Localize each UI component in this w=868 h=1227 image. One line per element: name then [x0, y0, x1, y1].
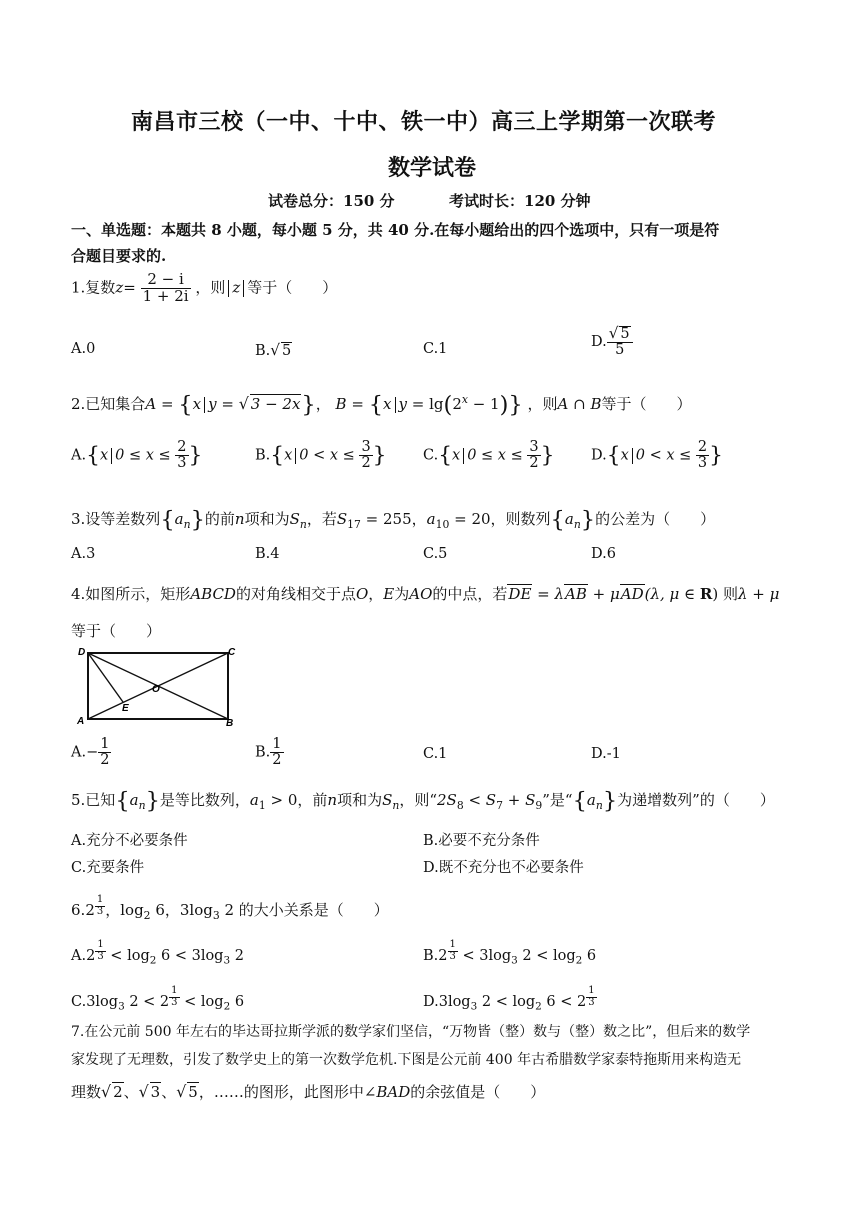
q1-suffix: 等于（ ）	[247, 278, 338, 297]
q4-text-2: 的对角线相交于点	[235, 585, 356, 603]
q1-option-d-radicand: 5	[620, 326, 630, 342]
q7-text-2: ，……的图形，此图形中	[198, 1083, 364, 1101]
frac-num: 1	[100, 736, 110, 752]
q5-n: n	[327, 791, 338, 809]
q2-option-b-var: x	[284, 447, 293, 464]
q6-a-base: 2	[86, 947, 96, 964]
q4-vector-ad: AD	[620, 585, 644, 603]
frac-den: 3	[588, 996, 595, 1008]
q7-sqrt3: 3	[150, 1083, 161, 1101]
q5-a1-sub: 1	[258, 799, 266, 812]
left-brace-icon: {	[550, 507, 565, 533]
q2-set-b-base: 2	[452, 395, 462, 413]
q6-d-exp	[586, 986, 596, 1008]
left-brace-icon: {	[115, 788, 130, 814]
question-7-line2: 家发现了无理数，引发了数学史上的第一次数学危机.下图是公元前 400 年古希腊数学家泰特拖斯用来构造无	[71, 1052, 742, 1068]
q3-an: a	[174, 510, 184, 528]
q6-d-s0: 3	[470, 1000, 478, 1013]
left-brace-icon: {	[606, 443, 621, 469]
question-1	[71, 272, 337, 305]
q4-text-6: = λ	[532, 585, 565, 603]
q6-a-rest1: < log	[105, 947, 150, 964]
right-brace-icon: }	[301, 392, 316, 418]
question-6	[71, 895, 389, 922]
q2-option-d-var: x	[620, 447, 629, 464]
q1-option-b	[255, 341, 292, 359]
q2-set-b-exp: x	[461, 393, 468, 406]
q7-sep1: 、	[123, 1083, 139, 1101]
q4-option-a	[71, 737, 111, 768]
q3-an2-sub: n	[573, 518, 581, 531]
q6-text-4: 2 的大小关系是（ ）	[219, 901, 389, 919]
left-brace-icon: {	[438, 443, 453, 469]
q2-set-a-name: A	[145, 395, 157, 413]
q1-option-d	[591, 326, 633, 358]
frac-num: 1	[449, 939, 456, 950]
q7-sqrt2: 2	[113, 1083, 123, 1101]
q6-b-label: B.	[423, 947, 439, 964]
section-header-line2: 合题目要求的.	[71, 247, 167, 265]
q4-o: O	[355, 585, 369, 603]
abs-bar-left	[228, 280, 229, 297]
frac-den: 2	[100, 752, 110, 769]
left-brace-icon: {	[86, 443, 100, 469]
q6-a-s1: 2	[149, 954, 157, 967]
q5-text-4: 项和为	[337, 791, 383, 809]
q6-option-b	[423, 940, 596, 967]
q6-c-label: C.	[71, 993, 87, 1010]
q2-option-d-label: D.	[591, 447, 607, 464]
q2-option-d	[591, 440, 723, 471]
q6-a-s2: 3	[223, 954, 231, 967]
q7-sqrt5: 5	[188, 1083, 198, 1101]
frac-den: 3	[97, 950, 104, 962]
q6-a-label: A.	[71, 947, 87, 964]
question-7-line3	[71, 1081, 545, 1102]
sqrt-icon: √	[270, 341, 280, 359]
q7-text-1: 理数	[71, 1083, 102, 1101]
q2-option-d-frac	[696, 440, 709, 471]
exam-duration: 考试时长：120 分钟	[449, 192, 591, 210]
q4-text-1: 4.如图所示，矩形	[71, 585, 191, 603]
frac-den: 3	[96, 905, 104, 917]
frac-num: 1	[272, 736, 282, 752]
q6-d-s1: 2	[535, 1000, 542, 1013]
q6-b-s2: 2	[575, 954, 583, 967]
right-brace-icon: }	[508, 392, 523, 418]
q4-option-a-frac	[98, 737, 111, 768]
question-7-line1: 7.在公元前 500 年左右的毕达哥拉斯学派的数学家们坚信，“万物皆（整）数与（整）数之比”，但后来的数学	[71, 1024, 751, 1040]
q5-text-3: > 0，前	[265, 791, 328, 809]
sqrt-icon: √	[176, 1082, 187, 1101]
q5-text-1: 5.已知	[71, 791, 116, 809]
q5-sub9: 9	[535, 799, 543, 812]
q5-an2: a	[586, 791, 596, 809]
q5-text-2: 是等比数列，	[159, 791, 250, 809]
q6-b-base: 2	[438, 947, 448, 964]
right-brace-icon: }	[709, 443, 723, 469]
frac-num: 1	[588, 985, 595, 996]
q4-lambda-mu: λ + μ	[738, 585, 780, 603]
q3-text-6: = 20，则数列	[449, 510, 551, 528]
label-b: B	[226, 718, 234, 729]
q5-sn: S	[382, 791, 393, 809]
q1-abs-var: z	[232, 278, 241, 297]
frac-num: 1	[97, 939, 104, 950]
q1-option-d-label: D.	[591, 334, 607, 351]
q1-option-a: A.0	[71, 341, 96, 357]
q6-a-rest3: 2	[230, 947, 244, 964]
q2-option-d-ineq: 0 < x ≤	[635, 447, 692, 464]
set-bar	[111, 448, 112, 464]
q6-d-pre: 3log	[438, 993, 471, 1010]
q2-set-a-y: y	[208, 395, 217, 413]
q5-a1: a	[249, 791, 259, 809]
q5-option-a: A.充分不必要条件	[71, 833, 188, 849]
q2-option-b-ineq: 0 < x ≤	[299, 447, 355, 464]
q6-d-base: 2	[576, 993, 587, 1010]
frac-num: 2	[697, 439, 708, 455]
q2-set-b-rhs: = lg	[411, 395, 444, 413]
frac-num: 3	[529, 439, 539, 455]
q2-sep: ，	[315, 395, 331, 413]
q4-option-b	[255, 737, 284, 768]
q3-a10: a	[426, 510, 436, 528]
set-bar	[632, 448, 633, 464]
q2-set-b-var: x	[383, 395, 392, 413]
total-score: 试卷总分：150 分	[268, 192, 395, 210]
q2-mid: ，则	[527, 395, 558, 413]
q4-option-b-frac	[270, 737, 283, 768]
q3-an-sub: n	[183, 518, 191, 531]
frac-den: 2	[361, 455, 371, 472]
q3-text-3: 项和为	[244, 510, 290, 528]
q6-text-2: ，log	[105, 901, 144, 919]
q7-text-3: 的余弦值是（ ）	[410, 1083, 546, 1101]
q5-option-d: D.既不充分也不必要条件	[423, 860, 584, 876]
q5-cond2: < S	[463, 791, 497, 809]
q2-option-c-label: C.	[423, 447, 439, 464]
q3-s17-sub: 17	[347, 518, 361, 531]
frac-num: 1	[96, 894, 104, 905]
q6-d-label: D.	[423, 993, 439, 1010]
question-3	[71, 507, 715, 533]
left-brace-icon: {	[270, 443, 285, 469]
q1-fraction	[141, 272, 191, 305]
set-bar	[463, 448, 464, 464]
frac-den: 3	[171, 996, 178, 1008]
right-brace-icon: }	[188, 443, 203, 469]
q2-set-b-y: y	[398, 395, 407, 413]
q3-option-c: C.5	[423, 546, 448, 562]
q5-option-c: C.充要条件	[71, 860, 145, 876]
q2-eq2: =	[351, 395, 364, 413]
q3-option-b: B.4	[255, 546, 280, 562]
frac-num: 2	[177, 439, 187, 455]
q6-c-base: 2	[159, 993, 170, 1010]
q6-c-pre: 3log	[86, 993, 119, 1010]
q4-text-4: 为	[394, 585, 410, 603]
q1-option-b-radicand: 5	[281, 343, 292, 359]
q5-an-sub: n	[138, 799, 146, 812]
q6-sub2: 2	[143, 909, 151, 922]
q2-option-a-var: x	[99, 447, 109, 464]
q1-mid: ，则	[195, 278, 226, 297]
q5-option-b: B.必要不充分条件	[423, 833, 540, 849]
left-brace-icon: {	[368, 392, 384, 418]
q2-option-b-frac	[359, 440, 372, 471]
q6-b-rest3: 6	[582, 947, 597, 964]
q2-suffix: 等于（ ）	[601, 395, 692, 413]
q5-an: a	[129, 791, 139, 809]
q3-option-a: A.3	[71, 546, 96, 562]
left-paren-icon: (	[443, 392, 453, 418]
abs-bar-right	[243, 280, 244, 297]
q4-text-5: 的中点，若	[432, 585, 508, 603]
q3-text-4: ，若	[306, 510, 337, 528]
q4-e: E	[383, 585, 395, 603]
q2-set-a-var: x	[192, 395, 202, 413]
label-c: C	[228, 647, 236, 658]
q4-ao: AO	[409, 585, 433, 603]
q4-text-3: ，	[368, 585, 384, 603]
set-bar	[395, 397, 396, 414]
q1-eq: =	[123, 278, 136, 297]
q3-s17: S	[336, 510, 348, 528]
frac-den: 2	[529, 455, 539, 472]
frac-num: 1	[171, 985, 178, 996]
frac-num: 3	[361, 439, 371, 455]
q4-text-10: 则	[723, 585, 739, 603]
question-4	[71, 583, 779, 604]
left-brace-icon: {	[160, 507, 175, 533]
q1-option-c: C.1	[423, 341, 448, 357]
sqrt-icon: √	[101, 1082, 112, 1101]
right-brace-icon: }	[602, 788, 618, 814]
q5-an2-sub: n	[595, 799, 603, 812]
q1-numerator: 2 − i	[141, 272, 191, 289]
q4-vector-ab: AB	[565, 585, 587, 603]
label-a: A	[77, 716, 85, 727]
frac-den: 3	[177, 455, 187, 472]
left-brace-icon: {	[572, 788, 587, 814]
label-e: E	[122, 703, 129, 714]
q6-a-exp	[95, 940, 105, 962]
q2-option-b	[255, 440, 387, 471]
right-paren-icon: )	[499, 392, 509, 418]
q5-cond3: + S	[502, 791, 536, 809]
q2-option-a-label: A.	[71, 447, 87, 464]
rectangle-figure	[74, 644, 242, 730]
q5-text-6: ”是“	[542, 791, 573, 809]
q3-sn-sub: n	[299, 518, 307, 531]
exam-subtitle: 数学试卷	[388, 155, 477, 181]
q6-option-c	[71, 986, 244, 1013]
q7-sep2: 、	[161, 1083, 177, 1101]
q4-abcd: ABCD	[190, 585, 236, 603]
q1-prefix: 1.复数	[71, 278, 116, 297]
q2-intersection: A ∩ B	[557, 395, 602, 413]
q2-set-a-radicand: 3 − 2x	[250, 395, 301, 413]
q3-text-5: = 255，	[360, 510, 427, 528]
q5-sub7: 7	[496, 799, 503, 812]
q4-text-8: (λ, μ ∈	[644, 585, 700, 603]
q4-real-set: R	[699, 585, 713, 603]
q6-d-mid: 2 < log	[477, 993, 536, 1010]
q6-b-s1: 3	[511, 954, 518, 967]
left-brace-icon: {	[178, 392, 193, 418]
set-bar	[204, 397, 205, 414]
q3-text-7: 的公差为（ ）	[595, 510, 716, 528]
q3-sn: S	[289, 510, 300, 528]
q6-a-rest2: 6 < 3log	[156, 947, 224, 964]
q2-option-a-frac	[175, 440, 188, 471]
q2-set-b-name: B	[335, 395, 347, 413]
q2-set-a-eq: =	[221, 395, 234, 413]
q3-n: n	[234, 510, 245, 528]
set-bar	[295, 448, 296, 464]
q3-option-d: D.6	[591, 546, 616, 562]
q6-c-s0: 3	[118, 1000, 125, 1013]
q6-d-mid2: 6 <	[541, 993, 577, 1010]
q3-a10-sub: 10	[435, 518, 450, 531]
q6-c-rest: < log	[179, 993, 224, 1010]
q5-text-7: 为递增数列”的（ ）	[617, 791, 775, 809]
q6-sub3: 3	[212, 909, 220, 922]
q1-option-d-den: 5	[615, 342, 625, 359]
q2-option-c	[423, 440, 554, 471]
exam-title: 南昌市三校（一中、十中、铁一中）高三上学期第一次联考	[131, 109, 717, 135]
question-5	[71, 788, 775, 814]
q1-option-b-label: B.	[255, 343, 271, 359]
q7-angle: ∠BAD	[363, 1083, 411, 1101]
question-4-line2: 等于（ ）	[71, 622, 162, 640]
q3-text-2: 的前	[204, 510, 235, 528]
q1-option-d-fraction	[607, 326, 633, 358]
right-brace-icon: }	[372, 443, 387, 469]
frac-den: 3	[697, 455, 708, 472]
q1-denominator: 1 + 2i	[142, 286, 189, 305]
q2-prefix: 2.已知集合	[71, 395, 146, 413]
q2-set-b-tail: − 1	[467, 395, 500, 413]
q3-text-1: 3.设等差数列	[71, 510, 161, 528]
q2-option-c-ineq: 0 ≤ x ≤	[467, 447, 523, 464]
right-brace-icon: }	[540, 443, 555, 469]
q2-option-a	[71, 440, 202, 471]
section-header-line1: 一、单选题：本题共 8 小题，每小题 5 分，共 40 分.在每小题给出的四个选项中，只有一项是符	[71, 221, 720, 239]
frac-den: 2	[272, 752, 282, 769]
q4-text-9: )	[712, 585, 719, 603]
q6-option-a	[71, 940, 244, 967]
q6-c-s1: 2	[223, 1000, 231, 1013]
q4-option-d: D.-1	[591, 746, 621, 762]
sqrt-icon: √	[608, 324, 619, 342]
q6-b-rest2: 2 < log	[517, 947, 576, 964]
right-brace-icon: }	[190, 507, 205, 533]
q2-option-c-var: x	[452, 447, 461, 464]
q6-b-rest1: < 3log	[457, 947, 512, 964]
q6-text-3: 6，3log	[150, 901, 213, 919]
q2-option-c-frac	[527, 440, 540, 471]
q6-c-mid: 2 <	[124, 993, 160, 1010]
question-2	[71, 392, 692, 418]
q6-text-1: 6.	[71, 901, 86, 919]
q5-cond: 2S	[437, 791, 457, 809]
q6-b-exp	[448, 940, 458, 962]
q5-sn-sub: n	[392, 799, 400, 812]
q4-option-c: C.1	[423, 746, 448, 762]
q6-exponent	[95, 895, 105, 917]
q3-an2: a	[564, 510, 574, 528]
segment-de	[88, 653, 123, 702]
right-brace-icon: }	[580, 507, 596, 533]
q4-vector-de: DE	[508, 585, 532, 603]
sqrt-icon: √	[238, 394, 249, 413]
sqrt-icon: √	[138, 1082, 149, 1101]
q4-option-a-label: A.−	[71, 744, 99, 761]
q5-text-5: ，则“	[399, 791, 437, 809]
q1-option-d-num	[607, 326, 633, 343]
q4-text-7: + μ	[587, 585, 620, 603]
label-d: D	[78, 647, 86, 658]
q2-option-a-ineq: 0 ≤ x ≤	[115, 447, 171, 464]
q1-var: z	[115, 278, 124, 297]
right-brace-icon: }	[145, 788, 160, 814]
q2-eq1: =	[160, 395, 174, 413]
frac-den: 3	[449, 950, 456, 962]
q2-option-b-label: B.	[255, 447, 271, 464]
q5-sub8: 8	[456, 799, 464, 812]
q6-base: 2	[85, 901, 95, 919]
q6-c-exp	[169, 986, 179, 1008]
q4-option-b-label: B.	[255, 744, 271, 761]
label-o: O	[152, 684, 160, 695]
q6-c-tail: 6	[230, 993, 245, 1010]
q6-option-d	[423, 986, 597, 1013]
